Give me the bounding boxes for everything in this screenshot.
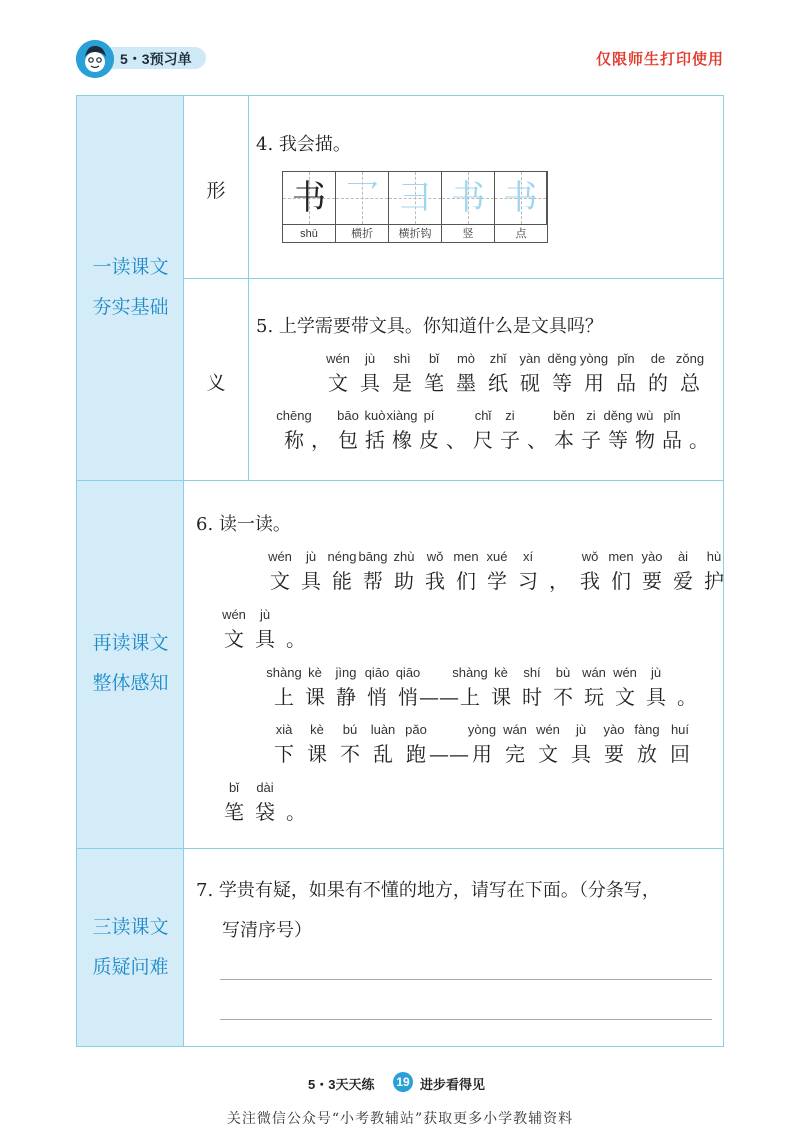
- hanzi: 们: [611, 569, 631, 593]
- char-unit: [276, 777, 316, 825]
- hanzi: 。: [286, 627, 306, 651]
- stroke-labels: [283, 224, 547, 243]
- trace-stroke-3[interactable]: 书: [451, 178, 485, 218]
- divider-read1: [77, 480, 723, 481]
- hanzi: 的: [648, 371, 668, 395]
- pinyin: mò: [456, 351, 476, 366]
- char-unit: [667, 662, 707, 710]
- mascot-icon: [76, 40, 114, 78]
- pinyin: bǐ: [228, 780, 240, 795]
- hanzi: 、: [527, 428, 547, 452]
- hanzi: 要: [604, 742, 624, 766]
- hanzi: 具: [360, 371, 380, 395]
- char-unit: [660, 719, 700, 767]
- trace-stroke-4[interactable]: 书: [503, 178, 538, 218]
- read1-line1: 一读课文: [92, 257, 169, 278]
- stroke-grid: [282, 171, 548, 243]
- grid-cell-stroke3: [442, 172, 495, 224]
- pinyin: [276, 777, 316, 799]
- q7-prompt-line2: 写清序号）: [222, 920, 312, 941]
- hanzi: 下: [274, 742, 294, 766]
- subcol-divider: [248, 96, 249, 480]
- read3-line1: 三读课文: [92, 917, 169, 938]
- pinyin: pǐn: [617, 351, 635, 366]
- footer-brand: 5・3天天练: [308, 1077, 375, 1092]
- pinyin: pí: [423, 408, 435, 423]
- hanzi: 子: [500, 428, 520, 452]
- char-unit: [679, 405, 719, 453]
- hanzi: 能: [332, 569, 352, 593]
- hanzi: 笔: [224, 800, 244, 824]
- hanzi: 皮: [419, 428, 439, 452]
- hanzi: 尺: [473, 428, 493, 452]
- trace-stroke-1[interactable]: 乛: [345, 178, 379, 218]
- trace-stroke-2[interactable]: ⺕: [398, 178, 432, 218]
- grid-cell-main: [283, 172, 336, 224]
- pinyin: wù: [636, 408, 654, 423]
- hanzi: 砚: [520, 371, 540, 395]
- hanzi: 上: [460, 685, 480, 709]
- hanzi: 文: [538, 742, 558, 766]
- pinyin: fàng: [634, 722, 660, 737]
- pinyin: zhù: [393, 549, 415, 564]
- read1-line2: 夯实基础: [92, 297, 169, 318]
- hanzi: 文: [328, 371, 348, 395]
- q6-prompt: 6. 读一读。: [196, 514, 291, 535]
- pinyin: jù: [650, 665, 662, 680]
- pinyin: běn: [553, 408, 575, 423]
- pinyin: yòng: [467, 722, 497, 737]
- pinyin: xià: [275, 722, 293, 737]
- hanzi: 包: [338, 428, 358, 452]
- pinyin: jù: [575, 722, 587, 737]
- left-column: [77, 96, 184, 1046]
- char-unit: [694, 546, 734, 594]
- hanzi: 帮: [363, 569, 383, 593]
- grid-cell-stroke2: [389, 172, 442, 224]
- hanzi: 时: [522, 685, 542, 709]
- stroke-label-3: 竖: [442, 225, 495, 243]
- page-number: 19: [393, 1072, 413, 1092]
- hanzi: 用: [584, 371, 604, 395]
- hanzi: 悄: [367, 685, 387, 709]
- footer-slogan: 进步看得见: [420, 1077, 486, 1092]
- pinyin: zi: [505, 408, 515, 423]
- hanzi: 回: [670, 742, 690, 766]
- pinyin: wán: [582, 665, 606, 680]
- hanzi: 具: [571, 742, 591, 766]
- read2-line2: 整体感知: [92, 673, 169, 694]
- hanzi: 。: [689, 428, 709, 452]
- hanzi: 等: [552, 371, 572, 395]
- hanzi: 文: [615, 685, 635, 709]
- pinyin: wén: [613, 665, 637, 680]
- answer-line-1[interactable]: [220, 979, 712, 980]
- section-badge: [76, 40, 206, 74]
- pinyin: [679, 405, 719, 427]
- hanzi: 上: [274, 685, 294, 709]
- pinyin: dài: [256, 780, 274, 795]
- pinyin: jù: [259, 607, 271, 622]
- pinyin: chēng: [276, 408, 312, 423]
- page-footer: [0, 1071, 800, 1095]
- print-notice: 仅限师生打印使用: [596, 51, 725, 68]
- badge-text: 5・3预习单: [120, 51, 192, 67]
- hanzi: 具: [301, 569, 321, 593]
- q7-prompt-line1: 7. 学贵有疑，如果有不懂的地方，请写在下面。（分条写，: [196, 880, 660, 901]
- meaning-label: 义: [206, 373, 226, 394]
- pinyin: men: [608, 549, 634, 564]
- pinyin: kè: [494, 665, 508, 680]
- pinyin: bǐ: [428, 351, 440, 366]
- pinyin: bāo: [337, 408, 359, 423]
- pinyin: pǐn: [663, 408, 681, 423]
- hanzi: 护: [704, 569, 724, 593]
- hanzi: 玩: [584, 685, 604, 709]
- main-char: 书: [292, 178, 326, 218]
- hanzi: 课: [305, 685, 325, 709]
- pinyin: shí: [523, 665, 541, 680]
- read1-label: [77, 248, 184, 328]
- hanzi: 文: [270, 569, 290, 593]
- pinyin: wán: [503, 722, 527, 737]
- pinyin: hù: [706, 549, 722, 564]
- pinyin: děng: [603, 408, 633, 423]
- pinyin: xí: [522, 549, 534, 564]
- hanzi: 袋: [255, 800, 275, 824]
- read3-label: [77, 908, 184, 988]
- hanzi: 用: [472, 742, 492, 766]
- pinyin: jù: [305, 549, 317, 564]
- hanzi: 学: [487, 569, 507, 593]
- pinyin: zǒng: [675, 351, 705, 366]
- answer-line-2[interactable]: [220, 1019, 712, 1020]
- pinyin: wǒ: [426, 549, 444, 564]
- pinyin: wǒ: [581, 549, 599, 564]
- pinyin: wén: [268, 549, 292, 564]
- hanzi: 橡: [392, 428, 412, 452]
- hanzi: 子: [581, 428, 601, 452]
- hanzi: ，: [311, 428, 331, 452]
- hanzi: ——: [419, 685, 459, 709]
- hanzi: 们: [456, 569, 476, 593]
- hanzi: 文: [224, 627, 244, 651]
- pinyin: děng: [547, 351, 577, 366]
- pinyin: qiāo: [364, 665, 390, 680]
- pinyin: pǎo: [405, 722, 427, 737]
- pinyin: wén: [326, 351, 350, 366]
- hanzi: 品: [616, 371, 636, 395]
- pinyin: jìng: [335, 665, 357, 680]
- pinyin: zhǐ: [489, 351, 507, 366]
- hanzi: 我: [580, 569, 600, 593]
- hanzi: 墨: [456, 371, 476, 395]
- hanzi: 我: [425, 569, 445, 593]
- hanzi: 称: [284, 428, 304, 452]
- hanzi: 物: [635, 428, 655, 452]
- divider-shape-meaning: [184, 278, 723, 279]
- pinyin: shàng: [266, 665, 302, 680]
- hanzi: 助: [394, 569, 414, 593]
- hanzi: 是: [392, 371, 412, 395]
- pinyin: yào: [603, 722, 625, 737]
- stroke-label-1: 横折: [336, 225, 389, 243]
- hanzi: 、: [446, 428, 466, 452]
- pinyin: huí: [670, 722, 690, 737]
- hanzi: 习: [518, 569, 538, 593]
- pinyin: néng: [327, 549, 357, 564]
- read3-line2: 质疑问难: [92, 957, 169, 978]
- hanzi: 具: [255, 627, 275, 651]
- hanzi: 课: [491, 685, 511, 709]
- char-unit: [276, 604, 316, 652]
- hanzi: 跑: [406, 742, 426, 766]
- pinyin: jù: [364, 351, 376, 366]
- hanzi: 等: [608, 428, 628, 452]
- hanzi: 纸: [488, 371, 508, 395]
- read2-label: [77, 624, 184, 704]
- pinyin: [276, 604, 316, 626]
- q4-prompt: 4. 我会描。: [256, 134, 351, 155]
- pinyin: shàng: [452, 665, 488, 680]
- pinyin: ài: [677, 549, 689, 564]
- hanzi: 。: [677, 685, 697, 709]
- pinyin: yòng: [579, 351, 609, 366]
- pinyin: bāng: [358, 549, 388, 564]
- divider-read2: [77, 848, 723, 849]
- hanzi: 。: [286, 800, 306, 824]
- hanzi: ——: [429, 742, 469, 766]
- shape-label: 形: [206, 181, 226, 202]
- stroke-label-pinyin: shū: [283, 225, 336, 243]
- hanzi: 静: [336, 685, 356, 709]
- hanzi: 放: [637, 742, 657, 766]
- pinyin: bù: [555, 665, 571, 680]
- q5-prompt: 5. 上学需要带文具。你知道什么是文具吗？: [256, 316, 603, 337]
- grid-cell-stroke1: [336, 172, 389, 224]
- pinyin: wén: [536, 722, 560, 737]
- pinyin: luàn: [370, 722, 396, 737]
- pinyin: yàn: [519, 351, 541, 366]
- pinyin: men: [453, 549, 479, 564]
- pinyin: de: [650, 351, 666, 366]
- hanzi: 本: [554, 428, 574, 452]
- pinyin: kè: [308, 665, 322, 680]
- watermark-text: 关注微信公众号“小考教辅站”获取更多小学教辅资料: [226, 1111, 574, 1127]
- hanzi: 不: [553, 685, 573, 709]
- hanzi: 完: [505, 742, 525, 766]
- hanzi: 悄: [398, 685, 418, 709]
- pinyin: shì: [393, 351, 411, 366]
- hanzi: 爱: [673, 569, 693, 593]
- hanzi: 具: [646, 685, 666, 709]
- read2-line1: 再读课文: [92, 633, 169, 654]
- hanzi: 总: [680, 371, 700, 395]
- stroke-label-4: 点: [515, 228, 527, 240]
- pinyin: xiàng: [386, 408, 418, 423]
- char-unit: [670, 348, 710, 396]
- pinyin: chǐ: [474, 408, 492, 423]
- hanzi: 课: [307, 742, 327, 766]
- pinyin: zi: [586, 408, 596, 423]
- pinyin: kuò: [364, 408, 386, 423]
- grid-cell-stroke4: [495, 172, 547, 224]
- hanzi: 笔: [424, 371, 444, 395]
- pinyin: bú: [342, 722, 358, 737]
- pinyin: [667, 662, 707, 684]
- hanzi: ，: [549, 569, 569, 593]
- pinyin: kè: [310, 722, 324, 737]
- pinyin: qiāo: [395, 665, 421, 680]
- hanzi: 要: [642, 569, 662, 593]
- pinyin: xué: [486, 549, 508, 564]
- hanzi: 品: [662, 428, 682, 452]
- pinyin: wén: [222, 607, 246, 622]
- pinyin: yào: [641, 549, 663, 564]
- hanzi: 不: [340, 742, 360, 766]
- stroke-label-2: 横折钩: [389, 225, 442, 243]
- hanzi: 乱: [373, 742, 393, 766]
- hanzi: 括: [365, 428, 385, 452]
